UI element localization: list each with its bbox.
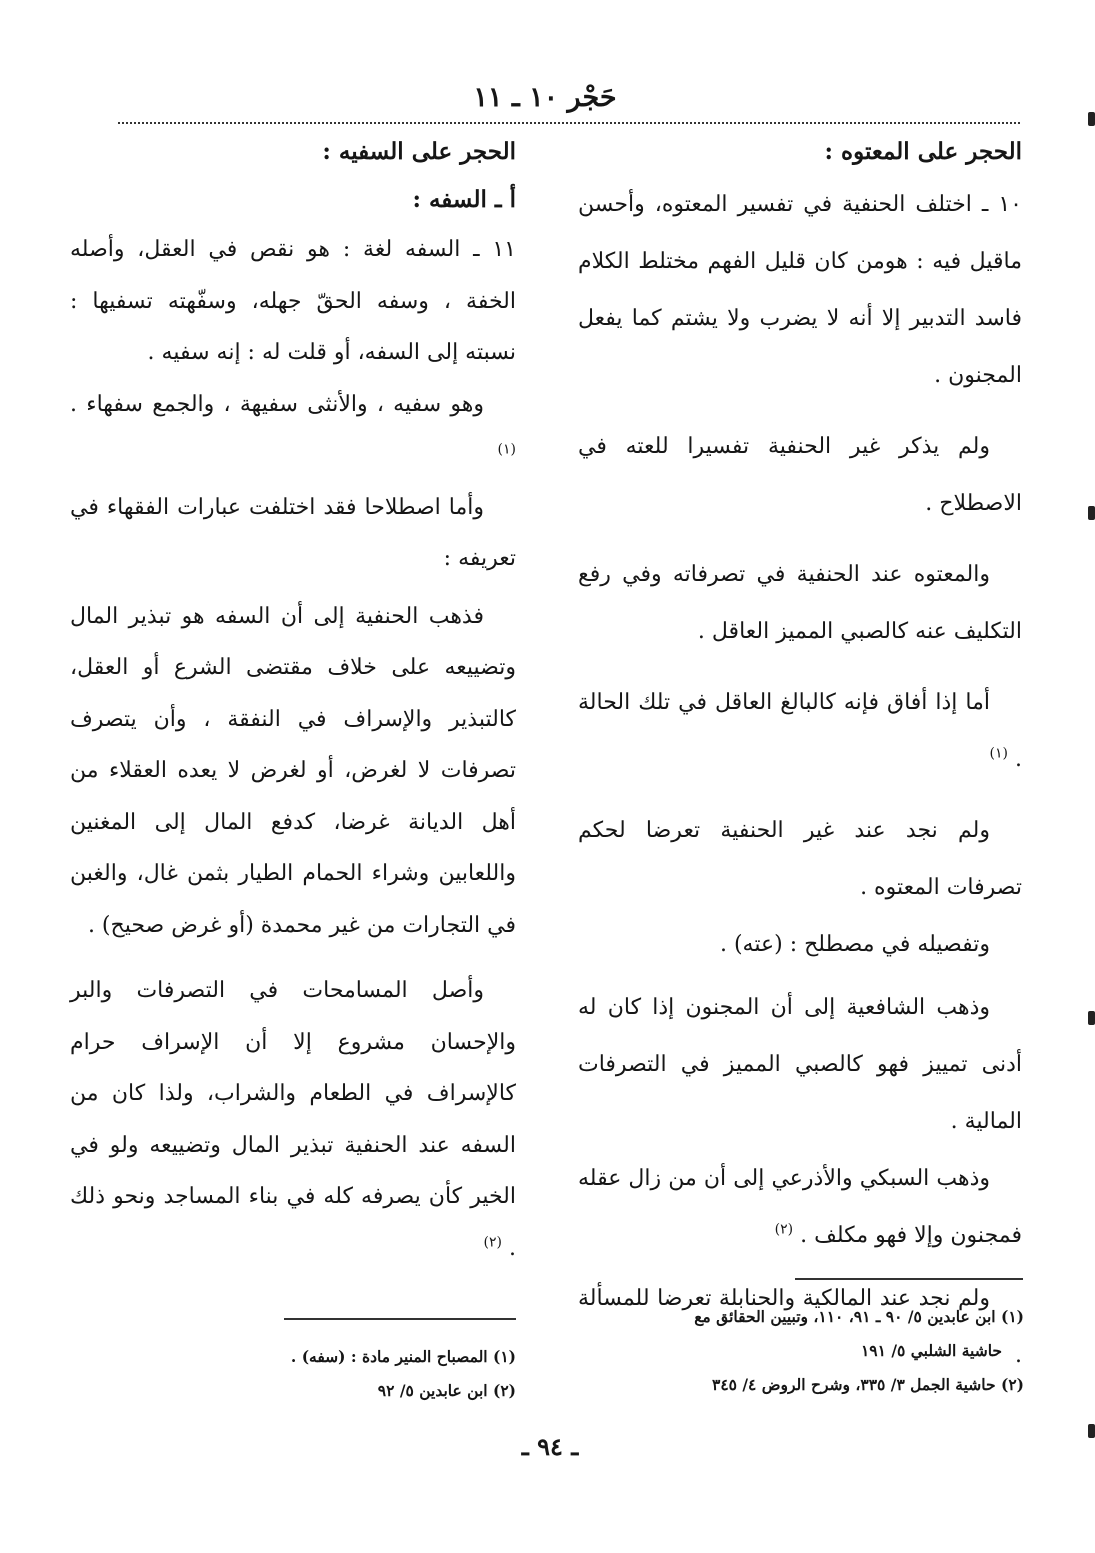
paragraph: ١٠ ـ اختلف الحنفية في تفسير المعتوه، وأحسن ماقيل فيه : هومن كان قليل الفهم مختلط الكلام فاسد التدبير إلا أنه لا يضرب ولا يشتم كما يفعل المجنون .	[578, 192, 1022, 388]
margin-mark	[1088, 1424, 1095, 1438]
right-column	[578, 128, 1022, 1384]
left-column	[70, 128, 516, 1274]
footnote: (١) المصباح المنير مادة : (سفه) .	[290, 1347, 516, 1366]
footnote-ref: (١)	[989, 745, 1008, 762]
paragraph: وتفصيله في مصطلح : (عته) .	[719, 932, 990, 957]
paragraph: وذهب الشافعية إلى أن المجنون إذا كان له أدنى تمييز فهو كالصبي المميز في التصرفات المالية .	[578, 995, 1022, 1134]
footnote-separator-right	[795, 1278, 1023, 1280]
subsection-heading-safah: أ ـ السفه :	[412, 186, 516, 213]
paragraph: ولم نجد عند المالكية والحنابلة تعرضا للمسألة .	[578, 1286, 1022, 1368]
paragraph: ولم نجد عند غير الحنفية تعرضا لحكم تصرفات المعتوه .	[578, 818, 1022, 900]
paragraph: وذهب السبكي والأذرعي إلى أن من زال عقله فمجنون وإلا فهو مكلف . $^{(٢)}$	[578, 1166, 1022, 1248]
footnote-ref: (٢)	[483, 1234, 502, 1251]
footnotes-right	[578, 1300, 1024, 1402]
margin-mark	[1088, 506, 1095, 520]
margin-mark	[1088, 1011, 1095, 1025]
footnote: (٢) حاشية الجمل ٣/ ٣٣٥، وشرح الروض ٤/ ٣٤٥	[712, 1375, 1024, 1394]
paragraph: والمعتوه عند الحنفية في تصرفاته وفي رفع التكليف عنه كالصبي المميز العاقل .	[578, 562, 1022, 644]
paragraph: وأصل المسامحات في التصرفات والبر والإحسان مشروع إلا أن الإسراف حرام كالإسراف في الطعام والشراب، ولذا كان من السفه عند الحنفية تبذير المال وتضييعه ولو في الخير كأن يصرفه كله في بناء المساجد ونحو ذلك . $^{(٢)}$	[70, 978, 516, 1261]
footnote: (١) ابن عابدين ٥/ ٩٠ ـ ٩١، ١١٠، وتبيين الحقائق مع	[694, 1307, 1024, 1326]
footnote-ref: (٢)	[774, 1221, 794, 1238]
footnote-separator-left	[284, 1318, 516, 1320]
paragraph: وهو سفيه ، والأنثى سفيهة ، والجمع سفهاء . $^{(١)}$	[70, 391, 516, 458]
section-heading-safih: الحجر على السفيه :	[322, 138, 516, 165]
footnote-ref: (١)	[497, 441, 516, 458]
paragraph: أما إذا أفاق فإنه كالبالغ العاقل في تلك الحالة . $^{(١)}$	[578, 690, 1022, 772]
footnote-continuation: حاشية الشلبي ٥/ ١٩١	[860, 1341, 1002, 1360]
page-number: ـ ٩٤ ـ	[521, 1432, 579, 1461]
section-heading-maatuh: الحجر على المعتوه :	[824, 138, 1022, 165]
paragraph: وأما اصطلاحا فقد اختلفت عبارات الفقهاء في تعريفه :	[70, 494, 516, 571]
running-title: حَجْر ١٠ ـ ١١	[473, 82, 617, 113]
footnote: (٢) ابن عابدين ٥/ ٩٢	[377, 1381, 516, 1400]
paragraph: ١١ ـ السفه لغة : هو نقص في العقل، وأصله الخفة ، وسفه الحقّ جهله، وسفّهته تسفيها : نسبته إلى السفه، أو قلت له : إنه سفيه .	[70, 237, 516, 365]
paragraph: ولم يذكر غير الحنفية تفسيرا للعته في الاصطلاح .	[578, 434, 1022, 516]
margin-mark	[1088, 112, 1095, 126]
paragraph: فذهب الحنفية إلى أن السفه هو تبذير المال وتضييعه على خلاف مقتضى الشرع أو العقل، كالتبذير والإسراف في النفقة ، وأن يتصرف تصرفات لا لغرض، أو لغرض لا يعده العقلاء من أهل الديانة غرضا، كدفع المال إلى المغنين واللعابين وشراء الحمام الطيار بثمن غال، والغبن في التجارات من غير محمدة (أو غرض صحيح) .	[70, 603, 516, 938]
header-dotted-rule	[118, 122, 1020, 124]
footnotes-left	[70, 1340, 516, 1408]
